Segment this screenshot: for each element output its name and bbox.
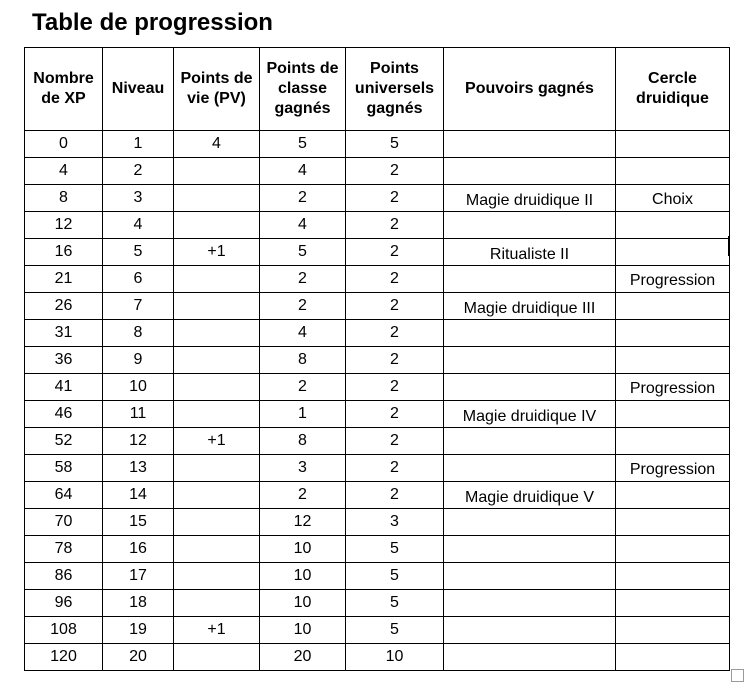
progression-table bbox=[24, 47, 730, 671]
niveau-cell: 20 bbox=[103, 644, 174, 671]
xp-cell: 46 bbox=[25, 401, 103, 428]
pv-cell bbox=[174, 266, 260, 293]
cercle-cell bbox=[616, 266, 730, 293]
xp-cell: 70 bbox=[25, 509, 103, 536]
universels-cell: 2 bbox=[346, 482, 444, 509]
pouvoirs-cell bbox=[444, 536, 616, 563]
pouvoirs-cell bbox=[444, 158, 616, 185]
cercle-cell bbox=[616, 617, 730, 644]
cercle-cell bbox=[616, 563, 730, 590]
table-row bbox=[25, 428, 730, 455]
cercle-text: Progression bbox=[629, 272, 716, 289]
pv-cell bbox=[174, 158, 260, 185]
classe-cell: 2 bbox=[260, 374, 346, 401]
universels-cell: 2 bbox=[346, 239, 444, 266]
table-row bbox=[25, 239, 730, 266]
xp-cell: 16 bbox=[25, 239, 103, 266]
cercle-cell bbox=[616, 320, 730, 347]
pouvoirs-cell bbox=[444, 212, 616, 239]
niveau-cell: 18 bbox=[103, 590, 174, 617]
universels-cell: 10 bbox=[346, 644, 444, 671]
niveau-cell: 4 bbox=[103, 212, 174, 239]
column-header-pouvoirs: Pouvoirs gagnés bbox=[444, 48, 616, 131]
xp-cell: 78 bbox=[25, 536, 103, 563]
cercle-cell bbox=[616, 644, 730, 671]
table-row bbox=[25, 158, 730, 185]
cercle-cell bbox=[616, 212, 730, 239]
universels-cell: 2 bbox=[346, 212, 444, 239]
table-row bbox=[25, 347, 730, 374]
pv-cell bbox=[174, 293, 260, 320]
xp-cell: 41 bbox=[25, 374, 103, 401]
universels-cell: 2 bbox=[346, 428, 444, 455]
xp-cell: 52 bbox=[25, 428, 103, 455]
pouvoirs-cell bbox=[444, 293, 616, 320]
table-row bbox=[25, 590, 730, 617]
column-header-cercle: Cercle druidique bbox=[616, 48, 730, 131]
column-header-classe: Points de classe gagnés bbox=[260, 48, 346, 131]
cercle-text: Progression bbox=[629, 461, 716, 478]
table-row bbox=[25, 266, 730, 293]
table-row bbox=[25, 374, 730, 401]
page-title: Table de progression bbox=[32, 9, 273, 36]
table-body bbox=[25, 131, 730, 671]
cercle-cell bbox=[616, 401, 730, 428]
cercle-cell bbox=[616, 482, 730, 509]
cercle-cell bbox=[616, 185, 730, 212]
cercle-text: Choix bbox=[652, 191, 693, 208]
niveau-cell: 11 bbox=[103, 401, 174, 428]
pv-cell bbox=[174, 536, 260, 563]
pouvoirs-cell bbox=[444, 563, 616, 590]
column-header-niveau: Niveau bbox=[103, 48, 174, 131]
classe-cell: 2 bbox=[260, 266, 346, 293]
pouvoirs-cell bbox=[444, 131, 616, 158]
column-header-xp: Nombre de XP bbox=[25, 48, 103, 131]
pouvoirs-cell bbox=[444, 644, 616, 671]
cercle-text: Progression bbox=[629, 380, 716, 397]
pouvoirs-text: Magie druidique II bbox=[465, 192, 594, 209]
xp-cell: 4 bbox=[25, 158, 103, 185]
pv-cell bbox=[174, 509, 260, 536]
cercle-cell bbox=[616, 536, 730, 563]
table-row bbox=[25, 509, 730, 536]
cercle-cell bbox=[616, 428, 730, 455]
pouvoirs-cell bbox=[444, 482, 616, 509]
table-row bbox=[25, 185, 730, 212]
classe-cell: 1 bbox=[260, 401, 346, 428]
universels-cell: 5 bbox=[346, 131, 444, 158]
universels-cell: 2 bbox=[346, 401, 444, 428]
pv-cell bbox=[174, 374, 260, 401]
resize-handle[interactable] bbox=[731, 669, 744, 682]
pouvoirs-cell bbox=[444, 347, 616, 374]
xp-cell: 120 bbox=[25, 644, 103, 671]
niveau-cell: 10 bbox=[103, 374, 174, 401]
column-header-universels: Points universels gagnés bbox=[346, 48, 444, 131]
universels-cell: 2 bbox=[346, 374, 444, 401]
table-row bbox=[25, 131, 730, 158]
cercle-cell bbox=[616, 455, 730, 482]
pouvoirs-cell bbox=[444, 509, 616, 536]
classe-cell: 10 bbox=[260, 536, 346, 563]
cercle-cell bbox=[616, 158, 730, 185]
classe-cell: 10 bbox=[260, 617, 346, 644]
niveau-cell: 16 bbox=[103, 536, 174, 563]
classe-cell: 10 bbox=[260, 563, 346, 590]
classe-cell: 2 bbox=[260, 293, 346, 320]
xp-cell: 36 bbox=[25, 347, 103, 374]
xp-cell: 12 bbox=[25, 212, 103, 239]
pv-cell bbox=[174, 563, 260, 590]
universels-cell: 5 bbox=[346, 590, 444, 617]
xp-cell: 31 bbox=[25, 320, 103, 347]
universels-cell: 2 bbox=[346, 347, 444, 374]
xp-cell: 58 bbox=[25, 455, 103, 482]
xp-cell: 108 bbox=[25, 617, 103, 644]
classe-cell: 4 bbox=[260, 320, 346, 347]
universels-cell: 3 bbox=[346, 509, 444, 536]
text-cursor-mark bbox=[728, 236, 730, 256]
table-row bbox=[25, 563, 730, 590]
classe-cell: 5 bbox=[260, 131, 346, 158]
classe-cell: 8 bbox=[260, 428, 346, 455]
niveau-cell: 9 bbox=[103, 347, 174, 374]
niveau-cell: 14 bbox=[103, 482, 174, 509]
xp-cell: 8 bbox=[25, 185, 103, 212]
classe-cell: 5 bbox=[260, 239, 346, 266]
universels-cell: 5 bbox=[346, 617, 444, 644]
pv-cell bbox=[174, 644, 260, 671]
pv-cell bbox=[174, 212, 260, 239]
table-row bbox=[25, 482, 730, 509]
pouvoirs-cell bbox=[444, 185, 616, 212]
pouvoirs-cell bbox=[444, 617, 616, 644]
pv-cell: +1 bbox=[174, 428, 260, 455]
pouvoirs-cell bbox=[444, 590, 616, 617]
pv-cell: +1 bbox=[174, 617, 260, 644]
pouvoirs-cell bbox=[444, 320, 616, 347]
pouvoirs-text: Magie druidique V bbox=[465, 489, 594, 506]
pouvoirs-cell bbox=[444, 455, 616, 482]
classe-cell: 8 bbox=[260, 347, 346, 374]
classe-cell: 4 bbox=[260, 212, 346, 239]
classe-cell: 12 bbox=[260, 509, 346, 536]
pv-cell: 4 bbox=[174, 131, 260, 158]
xp-cell: 86 bbox=[25, 563, 103, 590]
xp-cell: 64 bbox=[25, 482, 103, 509]
pv-cell bbox=[174, 347, 260, 374]
universels-cell: 2 bbox=[346, 158, 444, 185]
pv-cell bbox=[174, 401, 260, 428]
table-row bbox=[25, 617, 730, 644]
pouvoirs-cell bbox=[444, 428, 616, 455]
classe-cell: 3 bbox=[260, 455, 346, 482]
pv-cell bbox=[174, 185, 260, 212]
niveau-cell: 13 bbox=[103, 455, 174, 482]
niveau-cell: 1 bbox=[103, 131, 174, 158]
table-row bbox=[25, 644, 730, 671]
pv-cell: +1 bbox=[174, 239, 260, 266]
pouvoirs-cell bbox=[444, 401, 616, 428]
classe-cell: 2 bbox=[260, 482, 346, 509]
header-row bbox=[25, 48, 730, 131]
universels-cell: 2 bbox=[346, 320, 444, 347]
universels-cell: 5 bbox=[346, 536, 444, 563]
table-row bbox=[25, 320, 730, 347]
cercle-cell bbox=[616, 293, 730, 320]
pouvoirs-cell bbox=[444, 374, 616, 401]
universels-cell: 2 bbox=[346, 185, 444, 212]
pouvoirs-text: Magie druidique III bbox=[463, 300, 596, 317]
classe-cell: 4 bbox=[260, 158, 346, 185]
pouvoirs-text: Magie druidique IV bbox=[462, 408, 597, 425]
classe-cell: 20 bbox=[260, 644, 346, 671]
pouvoirs-text: Ritualiste II bbox=[489, 246, 570, 263]
classe-cell: 10 bbox=[260, 590, 346, 617]
classe-cell: 2 bbox=[260, 185, 346, 212]
xp-cell: 26 bbox=[25, 293, 103, 320]
niveau-cell: 12 bbox=[103, 428, 174, 455]
cercle-cell bbox=[616, 590, 730, 617]
xp-cell: 0 bbox=[25, 131, 103, 158]
xp-cell: 21 bbox=[25, 266, 103, 293]
pv-cell bbox=[174, 482, 260, 509]
niveau-cell: 15 bbox=[103, 509, 174, 536]
pouvoirs-cell bbox=[444, 239, 616, 266]
universels-cell: 2 bbox=[346, 455, 444, 482]
xp-cell: 96 bbox=[25, 590, 103, 617]
niveau-cell: 6 bbox=[103, 266, 174, 293]
cercle-cell bbox=[616, 374, 730, 401]
pv-cell bbox=[174, 455, 260, 482]
pouvoirs-cell bbox=[444, 266, 616, 293]
universels-cell: 2 bbox=[346, 293, 444, 320]
universels-cell: 2 bbox=[346, 266, 444, 293]
column-header-pv: Points de vie (PV) bbox=[174, 48, 260, 131]
cercle-cell bbox=[616, 347, 730, 374]
niveau-cell: 5 bbox=[103, 239, 174, 266]
table-row bbox=[25, 212, 730, 239]
niveau-cell: 17 bbox=[103, 563, 174, 590]
table-row bbox=[25, 455, 730, 482]
niveau-cell: 19 bbox=[103, 617, 174, 644]
niveau-cell: 3 bbox=[103, 185, 174, 212]
table-row bbox=[25, 401, 730, 428]
pv-cell bbox=[174, 590, 260, 617]
universels-cell: 5 bbox=[346, 563, 444, 590]
table-row bbox=[25, 536, 730, 563]
cercle-cell bbox=[616, 509, 730, 536]
cercle-cell bbox=[616, 131, 730, 158]
niveau-cell: 7 bbox=[103, 293, 174, 320]
cercle-cell bbox=[616, 239, 730, 266]
pv-cell bbox=[174, 320, 260, 347]
table-row bbox=[25, 293, 730, 320]
niveau-cell: 8 bbox=[103, 320, 174, 347]
niveau-cell: 2 bbox=[103, 158, 174, 185]
